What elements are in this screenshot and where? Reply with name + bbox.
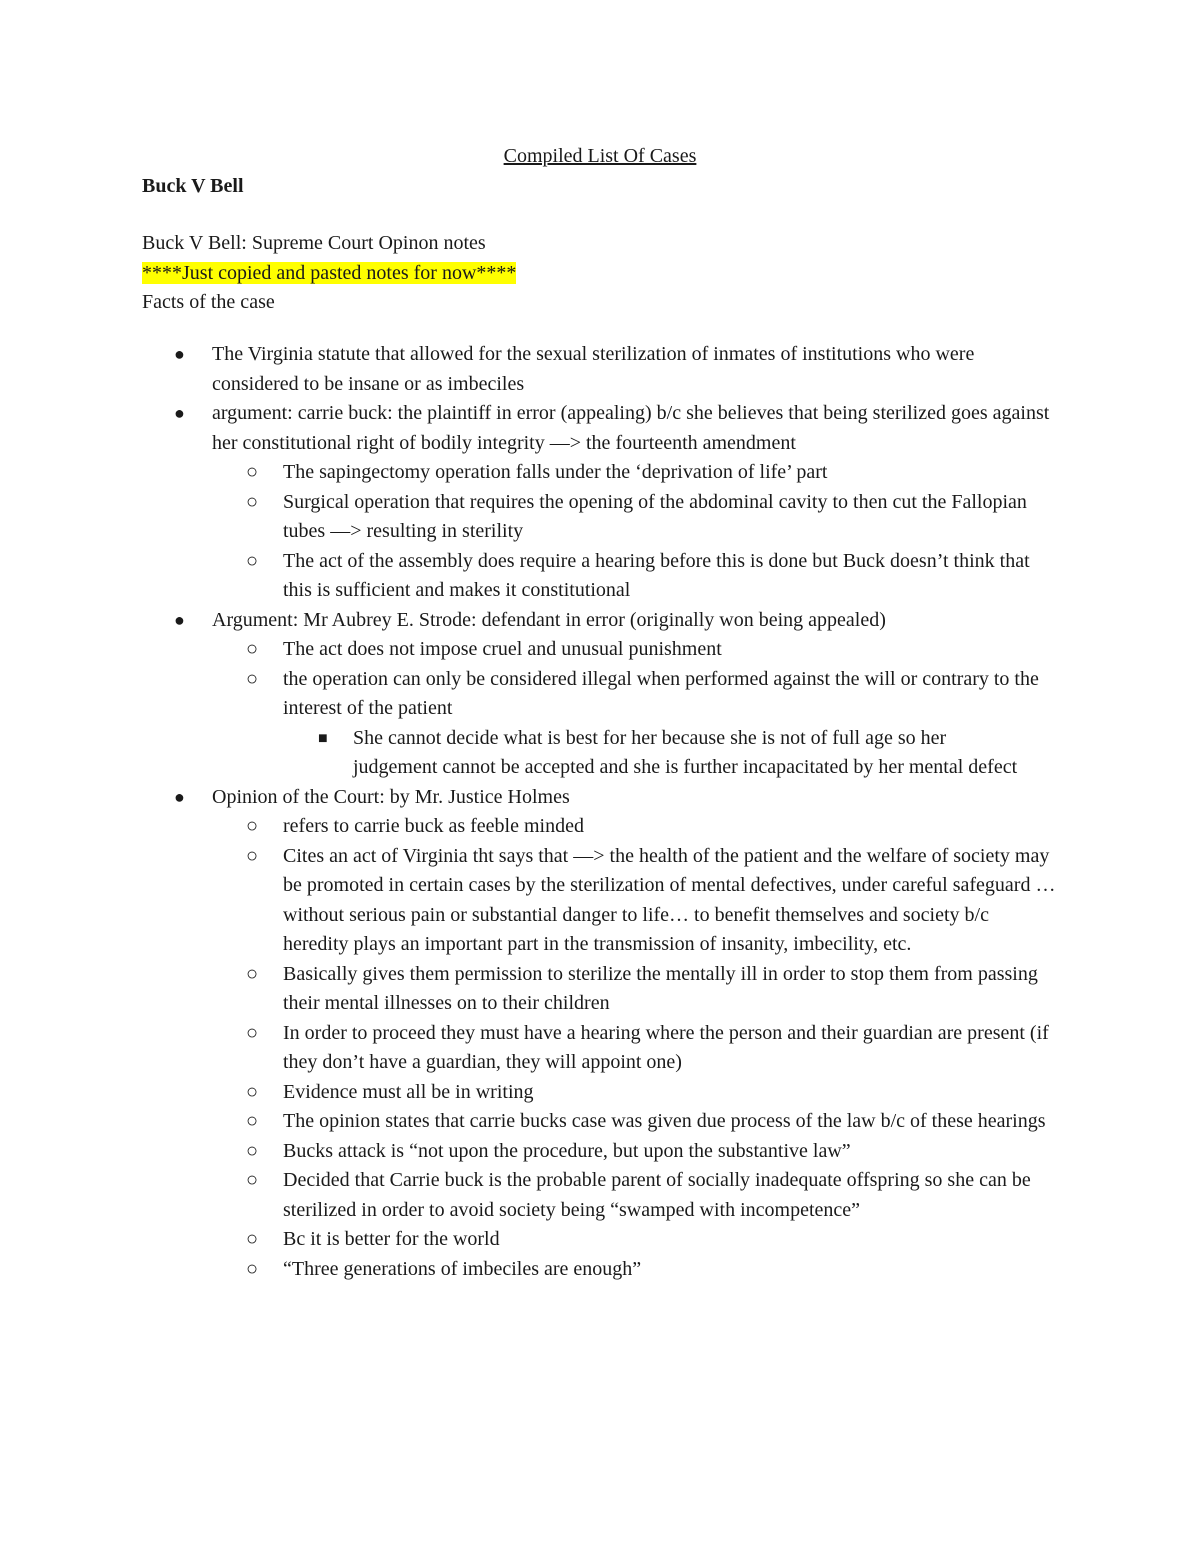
list-item: [0, 488, 1058, 547]
list-item: [0, 842, 1058, 960]
hollow-bullet-icon: ○: [246, 461, 259, 483]
list-item: [0, 1225, 1058, 1255]
list-item: [0, 783, 1062, 813]
list-item: [0, 960, 1058, 1019]
list-item-text: Decided that Carrie buck is the probable parent of socially inadequate offspring so she can be sterilized in order to avoid society being “swamped with incompetence”: [283, 1169, 1031, 1221]
list-item: [0, 635, 1058, 665]
facts-label: Facts of the case: [142, 291, 275, 313]
list-item: [0, 399, 1062, 458]
list-item: [0, 606, 1062, 636]
list-item: [0, 812, 1058, 842]
document-title: Compiled List Of Cases: [503, 145, 697, 167]
list-item-text: the operation can only be considered illegal when performed against the will or contrary to the interest of the patient: [283, 667, 1039, 719]
list-item-text: The sapingectomy operation falls under the ‘deprivation of life’ part: [283, 461, 828, 483]
filled-bullet-icon: ●: [174, 344, 185, 364]
list-item-text: She cannot decide what is best for her because she is not of full age so her judgement cannot be accepted and she is further incapacitated by her mental defect: [353, 726, 1018, 778]
hollow-bullet-icon: ○: [246, 1021, 259, 1044]
square-bullet-icon: ■: [318, 729, 328, 747]
filled-bullet-icon: ●: [174, 786, 185, 807]
list-item-text: argument: carrie buck: the plaintiff in error (appealing) b/c she believes that being sterilized goes against her constitutional right of bodily integrity —> the fourteenth amendment: [212, 402, 1050, 454]
list-item-text: “Three generations of imbeciles are enough”: [283, 1257, 642, 1280]
hollow-bullet-icon: ○: [246, 490, 259, 513]
hollow-bullet-icon: ○: [246, 549, 259, 572]
list-item-text: The act of the assembly does require a hearing before this is done but Buck doesn’t think that this is sufficient and makes it constitutional: [283, 549, 1030, 601]
hollow-bullet-icon: ○: [246, 1228, 259, 1250]
hollow-bullet-icon: ○: [246, 962, 259, 985]
list-item: [0, 1019, 1058, 1078]
hollow-bullet-icon: ○: [246, 1110, 259, 1132]
hollow-bullet-icon: ○: [246, 1257, 259, 1280]
filled-bullet-icon: ●: [174, 403, 185, 423]
list-item: [0, 340, 1062, 399]
list-item-text: Bucks attack is “not upon the procedure, but upon the substantive law”: [283, 1139, 851, 1162]
hollow-bullet-icon: ○: [246, 815, 259, 837]
list-item: [0, 1137, 1058, 1167]
notes-subtitle: Buck V Bell: Supreme Court Opinon notes: [142, 232, 486, 254]
list-item: [0, 547, 1058, 606]
list-item-text: Opinion of the Court: by Mr. Justice Holmes: [212, 785, 570, 808]
filled-bullet-icon: ●: [174, 609, 185, 630]
list-item-text: The Virginia statute that allowed for the sexual sterilization of inmates of institutions who were considered to be insane or as imbeciles: [212, 343, 975, 395]
list-item: [0, 724, 1033, 783]
list-item-text: Evidence must all be in writing: [283, 1080, 534, 1103]
list-item-text: Basically gives them permission to sterilize the mentally ill in order to stop them from passing their mental illnesses on to their children: [283, 962, 1038, 1014]
list-item: [0, 1078, 1058, 1108]
hollow-bullet-icon: ○: [246, 844, 259, 867]
list-item: [0, 665, 1058, 724]
hollow-bullet-icon: ○: [246, 1139, 259, 1162]
list-item-text: Surgical operation that requires the opening of the abdominal cavity to then cut the Fallopian tubes —> resulting in sterility: [283, 490, 1027, 542]
list-item: [0, 1166, 1058, 1225]
list-item-text: The opinion states that carrie bucks case was given due process of the law b/c of these hearings: [283, 1110, 1046, 1132]
list-item: [0, 1107, 1058, 1137]
highlighted-note: ****Just copied and pasted notes for now****: [142, 262, 517, 284]
list-item-text: Argument: Mr Aubrey E. Strode: defendant in error (originally won being appealed): [212, 608, 886, 631]
list-item-text: In order to proceed they must have a hearing where the person and their guardian are present (if they don’t have a guardian, they will appoint one): [283, 1021, 1049, 1073]
list-item-text: Bc it is better for the world: [283, 1228, 500, 1250]
hollow-bullet-icon: ○: [246, 667, 259, 690]
hollow-bullet-icon: ○: [246, 1080, 259, 1103]
list-item-text: refers to carrie buck as feeble minded: [283, 815, 584, 837]
hollow-bullet-icon: ○: [246, 1169, 259, 1191]
list-item: [0, 1255, 1058, 1285]
highlight-note-line: [142, 259, 516, 289]
hollow-bullet-icon: ○: [246, 638, 259, 660]
list-item: [0, 458, 1058, 488]
case-heading: Buck V Bell: [142, 175, 244, 197]
notes-list: [0, 340, 1200, 1284]
list-item-text: Cites an act of Virginia tht says that —> the health of the patient and the welfare of society may be promoted in certain cases by the sterilization of mental defectives, under careful safeguard … without serious pain or substantial danger to life… to benefit themselves and society b/c heredity plays an important part in the transmission of insanity, imbecility, etc.: [283, 844, 1056, 955]
list-item-text: The act does not impose cruel and unusual punishment: [283, 638, 722, 660]
